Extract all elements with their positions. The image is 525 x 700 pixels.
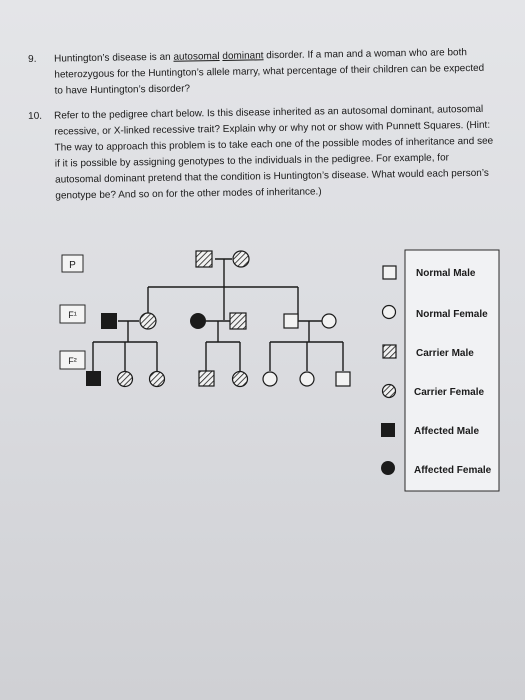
f1-carrier-male xyxy=(230,313,246,329)
legend-label-normal-male: Normal Male xyxy=(416,268,476,279)
legend xyxy=(381,250,499,491)
legend-normal-female-icon xyxy=(383,306,396,319)
legend-label-affected-male: Affected Male xyxy=(414,426,480,437)
f2-carrier-male xyxy=(199,371,214,386)
f2-affected-male xyxy=(86,371,101,386)
question-9-number: 9. xyxy=(28,53,37,65)
f2-carrier-female xyxy=(118,372,133,387)
legend-label-carrier-female: Carrier Female xyxy=(414,387,485,398)
question-10-number: 10. xyxy=(28,110,43,122)
pedigree-lines xyxy=(93,259,343,371)
question-10-text: Refer to the pedigree chart below. Is this disease inherited as an autosomal dominant, autosomal recessive, or X-linked recessive trait? Explain why or why not or show with Punnett Squares. (Hint: The way to approach this problem is to take each one of the possible modes of inheritance and see if it is possible by assigning genotypes to the individuals in the pedigree. For example, for autosomal dominant pretend that the condition is Huntington’s disease. What would each person’s genotype be? And so on for the other modes of inheritance.) xyxy=(54,103,494,202)
f1-normal-male xyxy=(284,314,298,328)
f1-carrier-female xyxy=(140,313,156,329)
f2-normal-male xyxy=(336,372,350,386)
question-9-text: Huntington’s disease is an autosomal dominant disorder. If a man and a woman who are both heterozygous for the Huntington’s allele marry, what percentage of their children can be expected to have Huntington’s disorder? xyxy=(54,47,485,97)
generation-label-p xyxy=(62,255,83,272)
legend-affected-male-icon xyxy=(381,423,395,437)
legend-carrier-male-icon xyxy=(383,345,396,358)
f2-normal-female xyxy=(263,372,277,386)
f1-affected-male xyxy=(101,313,117,329)
legend-normal-male-icon xyxy=(383,266,396,279)
underlined-dominant: dominant xyxy=(222,50,264,62)
svg-text:P: P xyxy=(69,260,76,271)
svg-text:F¹: F¹ xyxy=(68,310,77,320)
p-carrier-male xyxy=(196,251,212,267)
f1-affected-female xyxy=(190,313,206,329)
svg-text:F²: F² xyxy=(68,356,77,366)
f2-carrier-female xyxy=(150,372,165,387)
legend-label-carrier-male: Carrier Male xyxy=(416,348,474,359)
generation-label-f1 xyxy=(60,305,85,323)
f2-normal-female xyxy=(300,372,314,386)
f1-normal-female xyxy=(322,314,336,328)
legend-box xyxy=(405,250,499,491)
underlined-autosomal: autosomal xyxy=(173,50,220,63)
legend-label-affected-female: Affected Female xyxy=(414,465,492,476)
p-carrier-female xyxy=(233,251,249,267)
legend-label-normal-female: Normal Female xyxy=(416,309,488,320)
f2-carrier-female xyxy=(233,372,248,387)
generation-label-f2 xyxy=(60,351,85,369)
legend-carrier-female-icon xyxy=(383,385,396,398)
legend-affected-female-icon xyxy=(381,461,395,475)
